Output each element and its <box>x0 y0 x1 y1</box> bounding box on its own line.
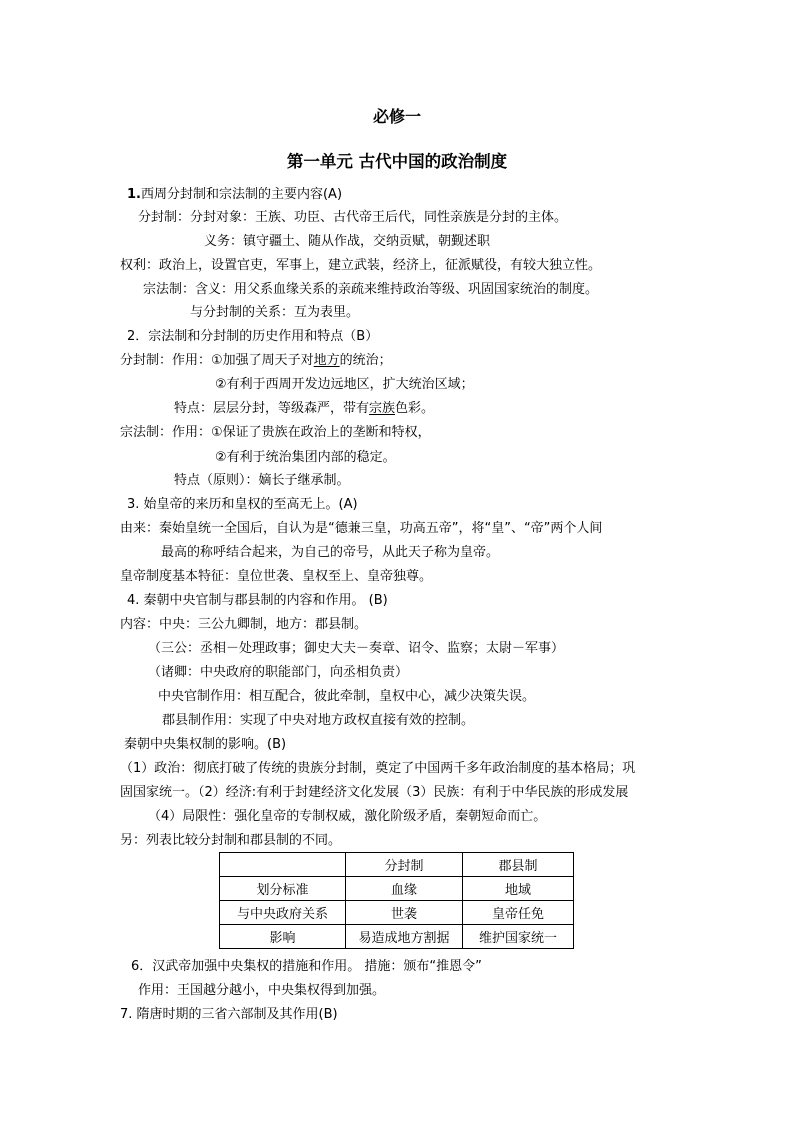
section-3-heading: 3. 始皇帝的来历和皇权的至高无上。(A) <box>127 497 358 512</box>
text-line: 分封制：分封对象：王族、功臣、古代帝王后代，同性亲族是分封的主体。 <box>138 210 568 225</box>
section-1-text: 西周分封制和宗法制的主要内容(A) <box>140 187 343 202</box>
unit-title: 第一单元 古代中国的政治制度 <box>286 152 508 171</box>
text-line: 宗法制：含义：用父系血缘关系的亲疏来维持政治等级、巩固国家统治的制度。 <box>143 282 599 297</box>
text-line: （诸卿：中央政府的职能部门，向丞相负责） <box>148 665 409 680</box>
table-cell: 维护国家统一 <box>463 925 574 949</box>
section-1-heading <box>127 186 342 204</box>
table-cell: 划分标准 <box>220 877 346 901</box>
section-1-number: 1. <box>127 187 141 202</box>
table-header-cell: 分封制 <box>346 853 463 877</box>
table-cell: 易造成地方割据 <box>346 925 463 949</box>
section-6-heading: 6．汉武帝加强中央集权的措施和作用。 措施：颁布“推恩令” <box>131 959 482 974</box>
text-line: 最高的称呼结合起来，为自己的帝号，从此天子称为皇帝。 <box>161 545 500 560</box>
text-line: （三公：丞相－处理政事；御史大夫－奏章、诏令、监察；太尉－军事） <box>148 641 565 656</box>
text-line <box>174 400 434 418</box>
text-line: 固国家统一。（2）经济:有利于封建经济文化发展（3）民族：有利于中华民族的形成发展 <box>120 785 629 800</box>
text-line: 作用：王国越分越小，中央集权得到加强。 <box>138 983 386 998</box>
text-line <box>120 352 392 370</box>
comparison-table <box>219 852 574 949</box>
table-row <box>220 925 574 949</box>
text-segment: 的统治； <box>339 353 392 368</box>
section-7-heading: 7. 隋唐时期的三省六部制及其作用(B) <box>120 1007 338 1022</box>
text-line: ②有利于统治集团内部的稳定。 <box>215 450 396 465</box>
text-segment: 色彩。 <box>395 401 435 416</box>
table-row <box>220 877 574 901</box>
table-cell: 血缘 <box>346 877 463 901</box>
table-cell: 地域 <box>463 877 574 901</box>
text-line: 权利：政治上，设置官吏，军事上，建立武装，经济上，征派赋役，有较大独立性。 <box>120 258 602 273</box>
table-cell: 与中央政府关系 <box>220 901 346 925</box>
table-header-cell <box>220 853 346 877</box>
underlined-text: 地方 <box>313 353 340 368</box>
text-line: 由来：秦始皇统一全国后，自认为是“德兼三皇，功高五帝”，将“皇”、“帝”两个人间 <box>120 521 603 536</box>
text-line: 宗法制：作用：①保证了贵族在政治上的垄断和特权， <box>120 425 431 440</box>
underlined-text: 宗族 <box>369 401 396 416</box>
text-line: 中央官制作用：相互配合，彼此牵制，皇权中心，减少决策失误。 <box>158 689 536 704</box>
text-line: 皇帝制度基本特征：皇位世袭、皇权至上、皇帝独尊。 <box>120 569 433 584</box>
text-line: 郡县制作用：实现了中央对地方政权直接有效的控制。 <box>162 713 475 728</box>
text-line: （4）局限性：强化皇帝的专制权威，激化阶级矛盾，秦朝短命而亡。 <box>148 809 547 824</box>
section-4-heading: 4. 秦朝中央官制与郡县制的内容和作用。 (B) <box>127 593 388 608</box>
text-line: 义务：镇守疆土、随从作战，交纳贡赋，朝觐述职 <box>204 234 491 249</box>
text-line: ②有利于西周开发边远地区，扩大统治区域； <box>215 377 474 392</box>
text-line: 内容：中央：三公九卿制，地方：郡县制。 <box>120 617 368 632</box>
table-cell: 影响 <box>220 925 346 949</box>
table-header-row <box>220 853 574 877</box>
table-cell: 皇帝任免 <box>463 901 574 925</box>
text-line: （1）政治：彻底打破了传统的贵族分封制，奠定了中国两千多年政治制度的基本格局；巩 <box>120 761 636 776</box>
text-line: 另：列表比较分封制和郡县制的不同。 <box>120 833 342 848</box>
section-5-heading: 秦朝中央集权制的影响。(B) <box>124 737 287 752</box>
table-row <box>220 901 574 925</box>
table-cell: 世袭 <box>346 901 463 925</box>
table-header-cell: 郡县制 <box>463 853 574 877</box>
text-line: 特点（原则）：嫡长子继承制。 <box>174 473 350 488</box>
text-segment: 特点：层层分封，等级森严，带有 <box>174 401 370 416</box>
text-segment: 分封制：作用：①加强了周天子对 <box>120 353 314 368</box>
document-title: 必修一 <box>372 107 421 126</box>
text-line: 与分封制的关系：互为表里。 <box>190 305 360 320</box>
section-2-heading: 2．宗法制和分封制的历史作用和特点（B） <box>127 329 379 344</box>
